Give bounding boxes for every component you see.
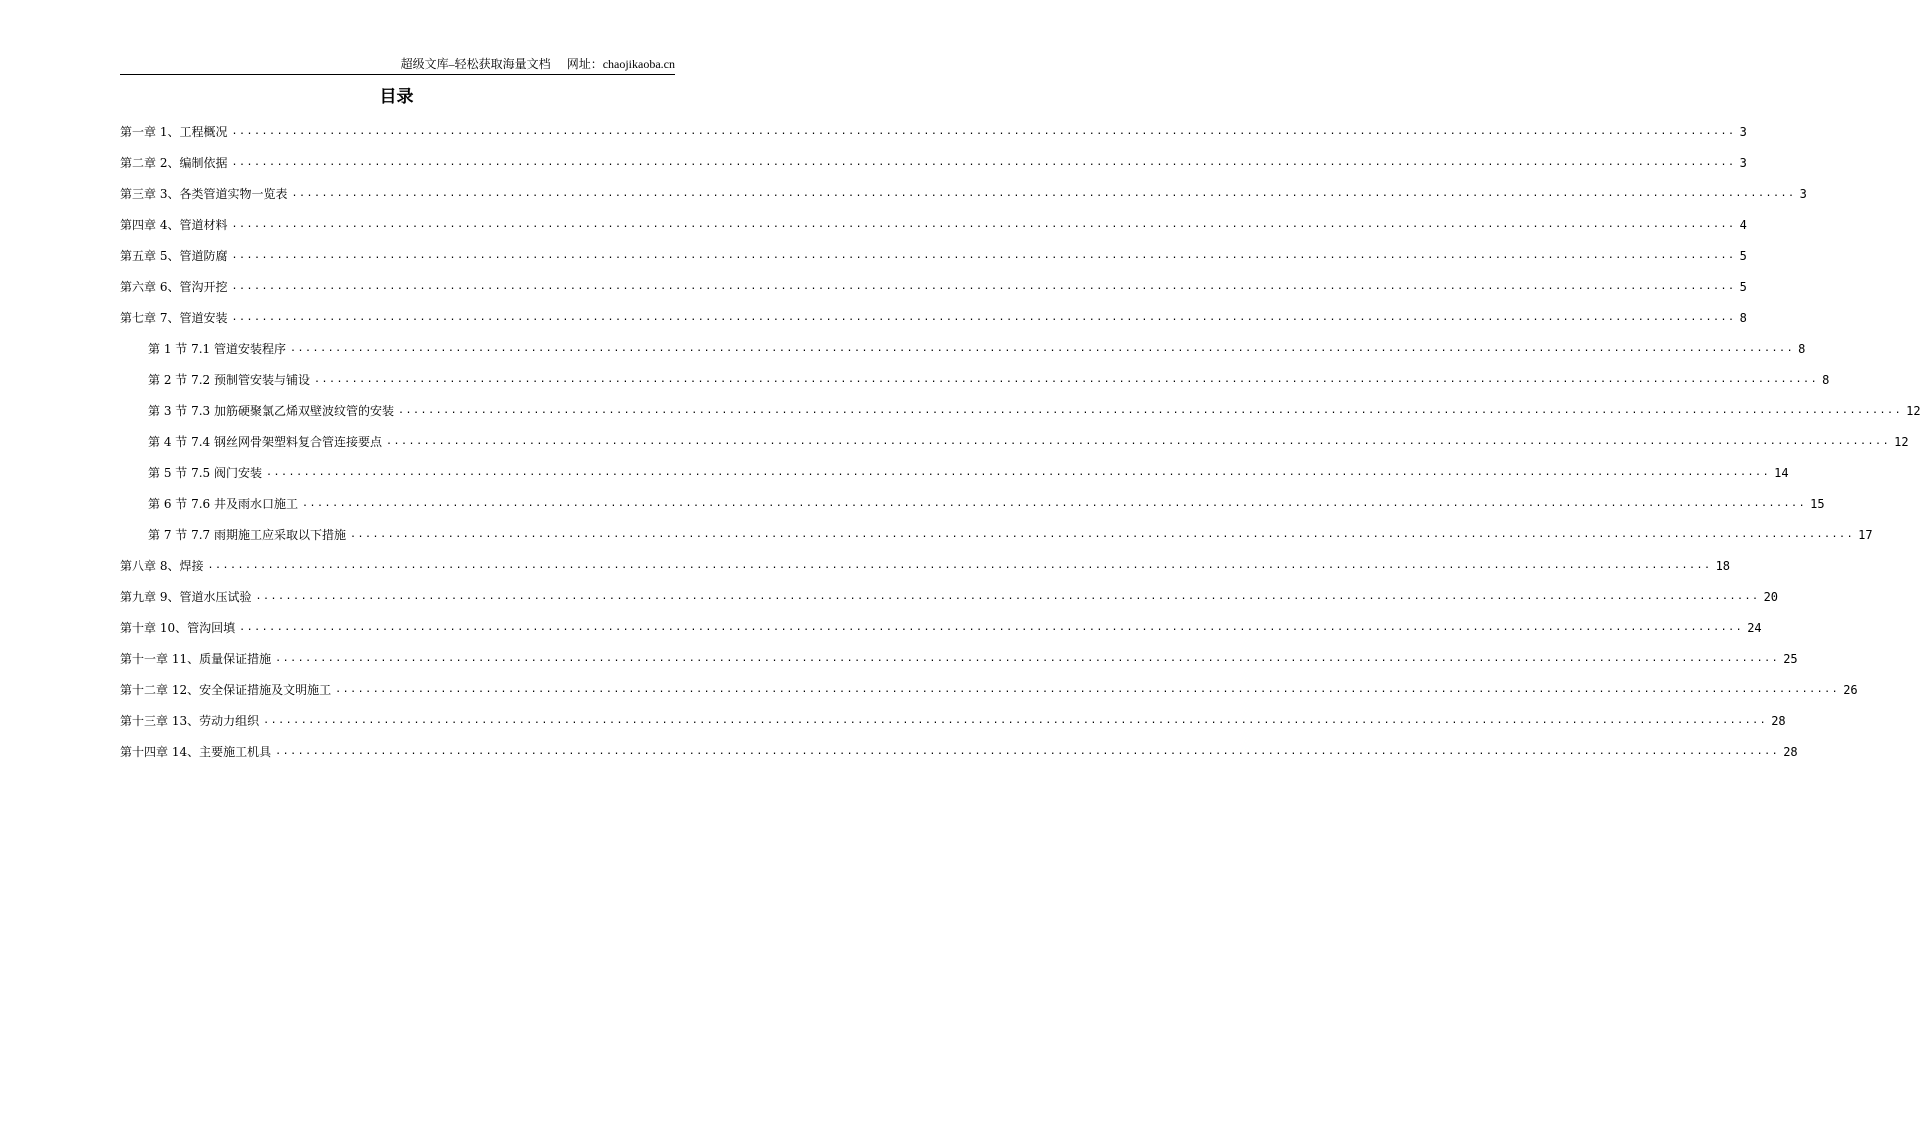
toc-dot-leader: ........................................................................................................................................................................................................ <box>301 498 1807 509</box>
toc-entry-label: 第二章 2、编制依据 <box>120 156 228 170</box>
toc-chapter-row[interactable] <box>120 650 1798 668</box>
toc-section-row[interactable] <box>148 495 1825 513</box>
toc-dot-leader: ........................................................................................................................................................................................................ <box>291 188 1796 199</box>
toc-entry-page-number: 15 <box>1810 497 1825 511</box>
toc-entry-page-number: 14 <box>1774 466 1789 480</box>
toc-chapter-row[interactable] <box>120 557 1731 575</box>
toc-dot-leader: ........................................................................................................................................................................................................ <box>263 715 1768 726</box>
toc-dot-leader: ........................................................................................................................................................................................................ <box>231 250 1736 261</box>
toc-dot-leader: ........................................................................................................................................................................................................ <box>231 281 1736 292</box>
toc-dot-leader: ........................................................................................................................................................................................................ <box>207 560 1712 571</box>
toc-dot-leader: ........................................................................................................................................................................................................ <box>397 405 1903 416</box>
toc-entry-label: 第十章 10、管沟回填 <box>120 621 236 635</box>
toc-entry-page-number: 3 <box>1739 156 1747 170</box>
toc-entry-page-number: 28 <box>1771 714 1786 728</box>
toc-entry-page-number: 8 <box>1798 342 1806 356</box>
toc-entry-page-number: 4 <box>1739 218 1747 232</box>
toc-entry-label: 第十三章 13、劳动力组织 <box>120 714 260 728</box>
toc-dot-leader: ........................................................................................................................................................................................................ <box>289 343 1795 354</box>
toc-entry-label: 第 5 节 7.5 阀门安装 <box>148 466 262 480</box>
toc-chapter-row[interactable] <box>120 743 1798 761</box>
toc-section-row[interactable] <box>148 340 1806 358</box>
toc-entry-label: 第一章 1、工程概况 <box>120 125 228 139</box>
toc-section-row[interactable] <box>148 402 1921 420</box>
toc-entry-label: 第 6 节 7.6 井及雨水口施工 <box>148 497 298 511</box>
toc-chapter-row[interactable] <box>120 216 1747 234</box>
toc-chapter-row[interactable] <box>120 681 1858 699</box>
toc-chapter-row[interactable] <box>120 185 1807 203</box>
toc-dot-leader: ........................................................................................................................................................................................................ <box>349 529 1855 540</box>
toc-entry-label: 第八章 8、焊接 <box>120 559 204 573</box>
toc-section-row[interactable] <box>148 433 1909 451</box>
toc-section-row[interactable] <box>148 371 1830 389</box>
toc-entry-label: 第九章 9、管道水压试验 <box>120 590 252 604</box>
toc-dot-leader: ........................................................................................................................................................................................................ <box>265 467 1771 478</box>
toc-entry-page-number: 12 <box>1894 435 1909 449</box>
toc-entry-label: 第四章 4、管道材料 <box>120 218 228 232</box>
toc-chapter-row[interactable] <box>120 588 1779 606</box>
page-title: 目录 <box>379 87 414 107</box>
toc-entry-page-number: 8 <box>1822 373 1830 387</box>
toc-dot-leader: ........................................................................................................................................................................................................ <box>231 219 1736 230</box>
header-url-text: 网址：chaojikaoba.cn <box>566 57 675 71</box>
toc-entry-label: 第七章 7、管道安装 <box>120 311 228 325</box>
toc-entry-label: 第 3 节 7.3 加筋硬聚氯乙烯双壁波纹管的安装 <box>148 404 394 418</box>
toc-entry-label: 第十四章 14、主要施工机具 <box>120 745 272 759</box>
toc-chapter-row[interactable] <box>120 712 1786 730</box>
toc-chapter-row[interactable] <box>120 123 1747 141</box>
toc-dot-leader: ........................................................................................................................................................................................................ <box>335 684 1840 695</box>
toc-section-row[interactable] <box>148 464 1789 482</box>
toc-entry-page-number: 8 <box>1739 311 1747 325</box>
toc-chapter-row[interactable] <box>120 154 1747 172</box>
page-header <box>120 56 675 75</box>
toc-entry-label: 第 7 节 7.7 雨期施工应采取以下措施 <box>148 528 346 542</box>
toc-dot-leader: ........................................................................................................................................................................................................ <box>313 374 1819 385</box>
toc-entry-page-number: 5 <box>1739 280 1747 294</box>
toc-chapter-row[interactable] <box>120 247 1747 265</box>
toc-entry-label: 第 1 节 7.1 管道安装程序 <box>148 342 286 356</box>
toc-dot-leader: ........................................................................................................................................................................................................ <box>231 312 1736 323</box>
toc-dot-leader: ........................................................................................................................................................................................................ <box>385 436 1891 447</box>
toc-dot-leader: ........................................................................................................................................................................................................ <box>239 622 1744 633</box>
toc-entry-label: 第五章 5、管道防腐 <box>120 249 228 263</box>
header-site-text: 超级文库–轻松获取海量文档 <box>400 57 551 71</box>
toc-chapter-row[interactable] <box>120 278 1747 296</box>
toc-entry-label: 第十一章 11、质量保证措施 <box>120 652 272 666</box>
toc-dot-leader: ........................................................................................................................................................................................................ <box>275 653 1780 664</box>
toc-entry-page-number: 17 <box>1858 528 1873 542</box>
toc-entry-label: 第 4 节 7.4 钢丝网骨架塑料复合管连接要点 <box>148 435 382 449</box>
toc-dot-leader: ........................................................................................................................................................................................................ <box>275 746 1780 757</box>
toc-entry-page-number: 20 <box>1763 590 1779 604</box>
toc-dot-leader: ........................................................................................................................................................................................................ <box>231 126 1736 137</box>
toc-section-row[interactable] <box>148 526 1873 544</box>
toc-entry-page-number: 5 <box>1739 249 1747 263</box>
toc-entry-page-number: 28 <box>1783 745 1798 759</box>
toc-entry-page-number: 12 <box>1906 404 1921 418</box>
toc-entry-label: 第六章 6、管沟开挖 <box>120 280 228 294</box>
toc-entry-page-number: 3 <box>1739 125 1747 139</box>
toc-entry-page-number: 25 <box>1783 652 1798 666</box>
toc-entry-label: 第十二章 12、安全保证措施及文明施工 <box>120 683 332 697</box>
toc-entry-page-number: 24 <box>1747 621 1762 635</box>
toc-entry-label: 第三章 3、各类管道实物一览表 <box>120 187 288 201</box>
toc-dot-leader: ........................................................................................................................................................................................................ <box>231 157 1736 168</box>
toc-chapter-row[interactable] <box>120 619 1762 637</box>
toc-chapter-row[interactable] <box>120 309 1747 327</box>
toc-entry-page-number: 26 <box>1843 683 1858 697</box>
toc-entry-page-number: 18 <box>1715 559 1731 573</box>
toc-entry-page-number: 3 <box>1799 187 1807 201</box>
toc-entry-label: 第 2 节 7.2 预制管安装与铺设 <box>148 373 310 387</box>
toc-dot-leader: ........................................................................................................................................................................................................ <box>255 591 1760 602</box>
